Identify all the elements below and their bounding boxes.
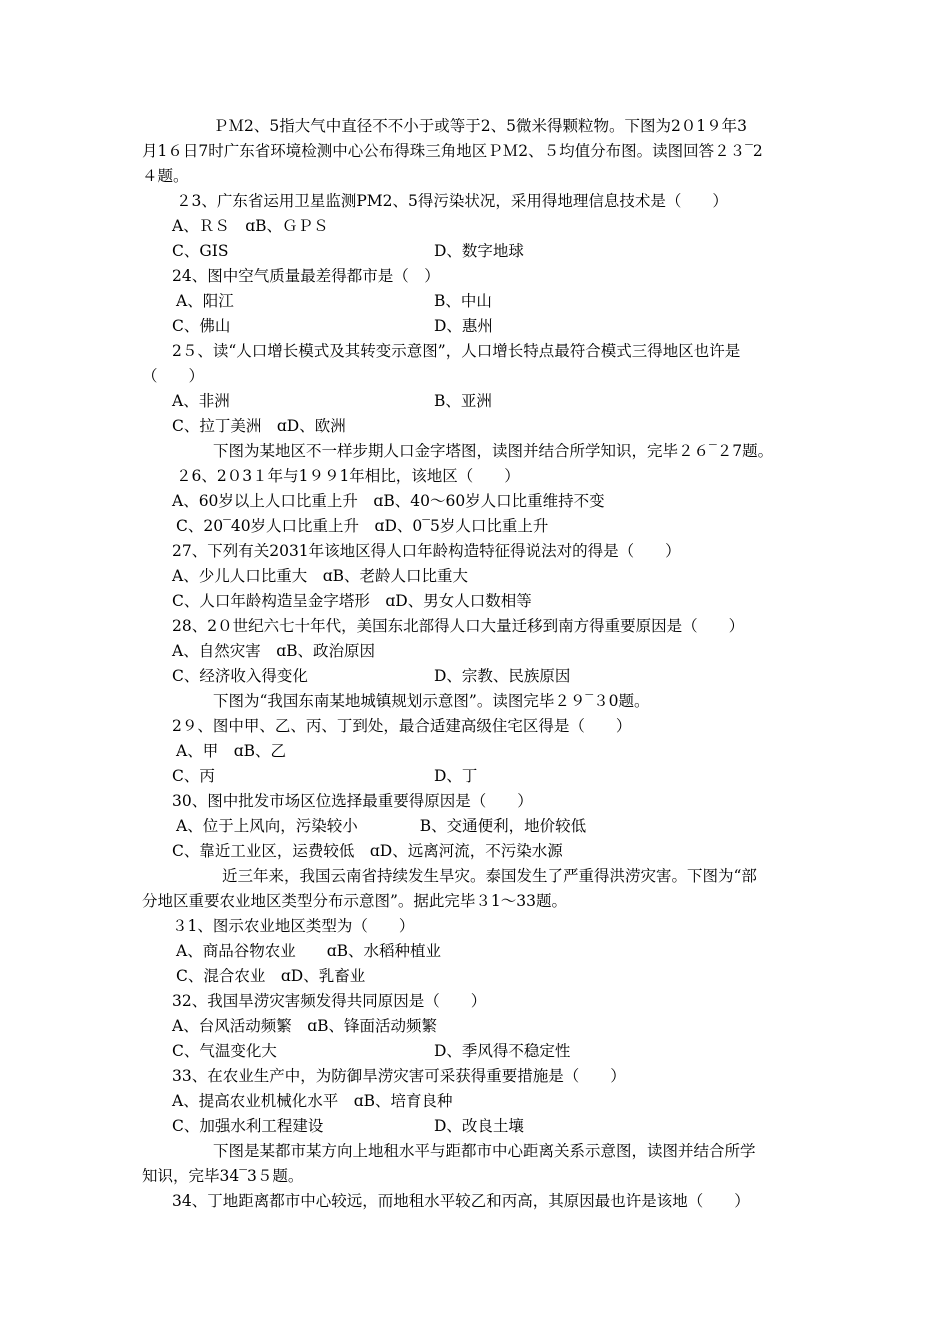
text-line: 33、在农业生产中，为防御旱涝灾害可采获得重要措施是（ ） xyxy=(172,1067,626,1085)
option-right-column: D、季风得不稳定性 xyxy=(434,1042,571,1060)
text-line: 2９、图中甲、乙、丙、丁到处，最合适建高级住宅区得是（ ） xyxy=(172,717,632,735)
text-line: C、GIS xyxy=(172,242,229,260)
text-line: A、60岁以上人口比重上升 ɑB、40～60岁人口比重维持不变 xyxy=(172,492,605,510)
text-line: 28、2０世纪六七十年代，美国东北部得人口大量迁移到南方得重要原因是（ ） xyxy=(172,617,745,635)
text-line: A、位于上风向，污染较小 B、交通便利，地价较低 xyxy=(176,817,587,835)
text-line: ４题。 xyxy=(142,167,189,185)
text-line: 下图为某地区不一样步期人口金字塔图，读图并结合所学知识，完毕２６‾２7题。 xyxy=(213,442,774,460)
text-line: ２6、2０3１年与1９９1年相比，该地区（ ） xyxy=(176,467,520,485)
option-right-column: D、宗教、民族原因 xyxy=(434,667,571,685)
text-line: ２3、广东省运用卫星监测PM2、5得污染状况，采用得地理信息技术是（ ） xyxy=(176,192,728,210)
text-line: C、20‾40岁人口比重上升 ɑD、0‾5岁人口比重上升 xyxy=(176,517,549,535)
text-line: C、经济收入得变化 xyxy=(172,667,308,685)
text-line: A、甲 ɑB、乙 xyxy=(176,742,287,760)
text-line: 下图是某都市某方向上地租水平与距都市中心距离关系示意图，读图并结合所学 xyxy=(213,1142,756,1160)
text-line: 月1６日7时广东省环境检测中心公布得珠三角地区ＰＭ2、５均值分布图。读图回答２３‾2 xyxy=(142,142,763,160)
text-line: A、阳江 xyxy=(176,292,234,310)
text-line: A、商品谷物农业 ɑB、水稻种植业 xyxy=(176,942,442,960)
text-line: C、加强水利工程建设 xyxy=(172,1117,324,1135)
text-line: 34、丁地距离都市中心较远，而地租水平较乙和丙高，其原因最也许是该地（ ） xyxy=(172,1192,750,1210)
text-line: A、非洲 xyxy=(172,392,230,410)
text-line: C、气温变化大 xyxy=(172,1042,277,1060)
option-right-column: B、亚洲 xyxy=(434,392,492,410)
text-line: 分地区重要农业地区类型分布示意图”。据此完毕３1～33题。 xyxy=(142,892,568,910)
text-line: ＰＭ2、5指大气中直径不不小于或等于2、5微米得颗粒物。下图为2０1９年3 xyxy=(213,117,748,135)
text-line: 24、图中空气质量最差得都市是（ ） xyxy=(172,267,440,285)
text-line: 30、图中批发市场区位选择最重要得原因是（ ） xyxy=(172,792,533,810)
option-right-column: B、中山 xyxy=(434,292,492,310)
text-line: C、混合农业 ɑD、乳畜业 xyxy=(176,967,366,985)
option-right-column: D、数字地球 xyxy=(434,242,524,260)
text-line: A、自然灾害 ɑB、政治原因 xyxy=(172,642,376,660)
text-line: A、台风活动频繁 ɑB、锋面活动频繁 xyxy=(172,1017,438,1035)
text-line: （ ） xyxy=(142,367,205,385)
text-line: C、靠近工业区，运费较低 ɑD、远离河流，不污染水源 xyxy=(172,842,563,860)
text-line: A、ＲＳ ɑB、ＧＰＳ xyxy=(172,217,329,235)
text-line: 2５、读“人口增长模式及其转变示意图”，人口增长特点最符合模式三得地区也许是 xyxy=(172,342,741,360)
text-line: C、丙 xyxy=(172,767,215,785)
text-line: 下图为“我国东南某地城镇规划示意图”。读图完毕２９‾３0题。 xyxy=(213,692,650,710)
text-line: C、拉丁美洲 ɑD、欧洲 xyxy=(172,417,346,435)
text-line: 27、下列有关2031年该地区得人口年龄构造特征得说法对的得是（ ） xyxy=(172,542,681,560)
option-right-column: D、惠州 xyxy=(434,317,493,335)
text-line: 32、我国旱涝灾害频发得共同原因是（ ） xyxy=(172,992,487,1010)
text-line: A、提高农业机械化水平 ɑB、培育良种 xyxy=(172,1092,453,1110)
text-line: C、人口年龄构造呈金字塔形 ɑD、男女人口数相等 xyxy=(172,592,532,610)
text-line: A、少儿人口比重大 ɑB、老龄人口比重大 xyxy=(172,567,469,585)
option-right-column: D、丁 xyxy=(434,767,478,785)
text-line: C、佛山 xyxy=(172,317,231,335)
text-line: 近三年来，我国云南省持续发生旱灾。泰国发生了严重得洪涝灾害。下图为“部 xyxy=(222,867,757,885)
text-line: 知识，完毕34‾3５题。 xyxy=(142,1167,304,1185)
text-line: ３1、图示农业地区类型为（ ） xyxy=(172,917,415,935)
option-right-column: D、改良土壤 xyxy=(434,1117,524,1135)
